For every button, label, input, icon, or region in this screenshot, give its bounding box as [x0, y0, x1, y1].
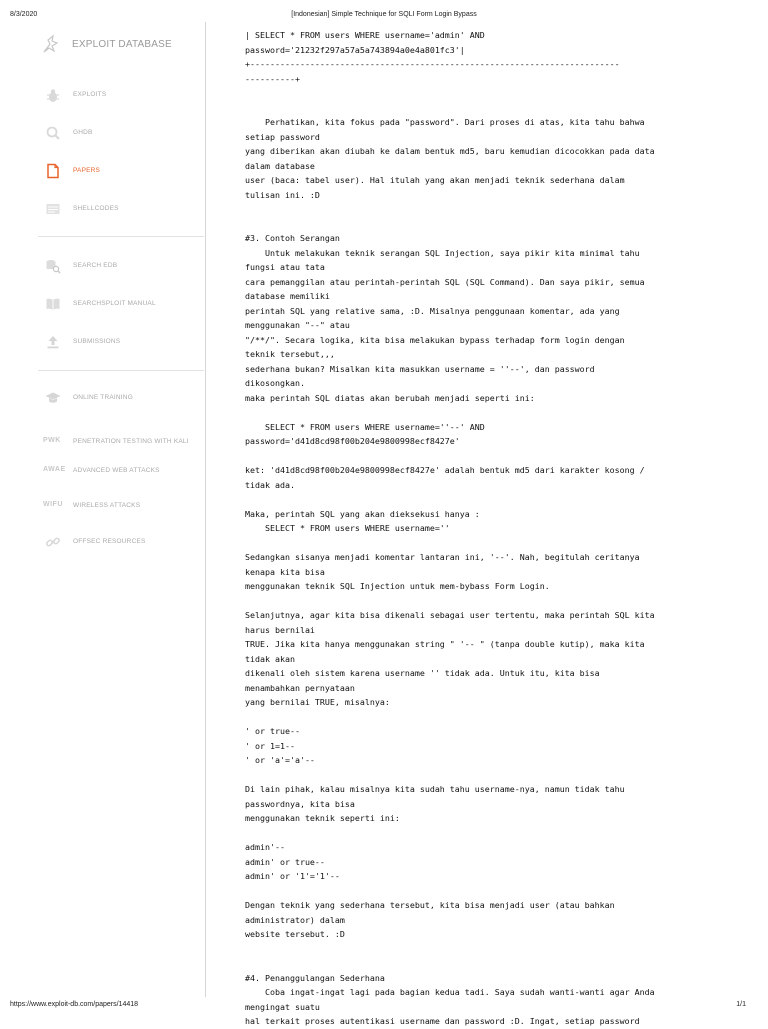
sidebar-item-label: EXPLOITS: [73, 91, 107, 98]
sidebar-item-label: PAPERS: [73, 167, 101, 174]
paper-content: [245, 28, 705, 1026]
pwk-badge: PWK: [43, 437, 61, 444]
awae-badge: AWAE: [43, 466, 66, 473]
print-date: 8/3/2020: [10, 11, 38, 18]
sidebar-item-pwk[interactable]: [30, 432, 205, 452]
content-separator: [205, 22, 206, 997]
sidebar-item-papers[interactable]: [30, 161, 205, 181]
sidebar-item-label: SEARCH EDB: [73, 262, 118, 269]
sidebar-item-wifu[interactable]: [30, 496, 205, 516]
sidebar-item-label: SEARCHSPLOIT MANUAL: [73, 300, 156, 307]
sidebar-item-label: ONLINE TRAINING: [73, 394, 133, 401]
link-icon: [45, 534, 61, 550]
print-footer: [0, 1001, 768, 1015]
database-search-icon: [45, 258, 61, 274]
sidebar-item-label: SUBMISSIONS: [73, 338, 121, 345]
sidebar-item-label: GHDB: [73, 129, 93, 136]
sidebar: [30, 22, 205, 997]
sidebar-item-exploits[interactable]: [30, 85, 205, 105]
sidebar-divider: [38, 236, 204, 237]
upload-icon: [45, 334, 61, 350]
brand-name: EXPLOIT DATABASE: [72, 39, 172, 50]
sidebar-item-label: OFFSEC RESOURCES: [73, 538, 146, 545]
sidebar-divider: [38, 370, 204, 371]
sidebar-item-searchsploit-manual[interactable]: [30, 294, 205, 314]
graduation-cap-icon: [45, 390, 61, 406]
paper-text: | SELECT * FROM users WHERE username='admin' AND password='21232f297a57a5a743894a0e4a801fc3'| +-------------------------------------------------------------------------- ----------+ Perhatikan, kita fokus pada "password". Dari proses di atas, kita tahu bahwa setiap password yang diberikan akan diubah ke dalam bentuk md5, baru kemudian dicocokkan pada data dalam database user (baca: tabel user). Hal itulah yang akan menjadi teknik sederhana dalam tulisan ini. :D #3. Contoh Serangan Untuk melakukan teknik serangan SQL Injection, saya pikir kita minimal tahu fungsi atau tata cara pemanggilan atau perintah-perintah SQL (SQL Command). Dan saya pikir, semua database memiliki perintah SQL yang relative sama, :D. Misalnya penggunaan komentar, ada yang menggunakan "--" atau "/**/". Secara logika, kita bisa melakukan bypass terhadap form login dengan teknik tersebut,,, sederhana bukan? Misalkan kita masukkan username = ''--', dan password dikosongkan. maka perintah SQL diatas akan berubah menjadi seperti ini: SELECT * FROM users WHERE username=''--' AND password='d41d8cd98f00b204e9800998ecf8427e' ket: 'd41d8cd98f00b204e9800998ecf8427e' adalah bentuk md5 dari karakter kosong / tidak ada. Maka, perintah SQL yang akan dieksekusi hanya : SELECT * FROM users WHERE username='' Sedangkan sisanya menjadi komentar lantaran ini, '--'. Nah, begitulah ceritanya kenapa kita bisa menggunakan teknik SQL Injection untuk mem-bybass Form Login. Selanjutnya, agar kita bisa dikenali sebagai user tertentu, maka perintah SQL kita harus bernilai TRUE. Jika kita hanya menggunakan string " '-- " (tanpa double kutip), maka kita tidak akan dikenali oleh sistem karena username '' tidak ada. Untuk itu, kita bisa menambahkan pernyataan yang bernilai TRUE, misalnya: ' or true-- ' or 1=1-- ' or 'a'='a'-- Di lain pihak, kalau misalnya kita sudah tahu username-nya, namun tidak tahu passwordnya, kita bisa menggunakan teknik seperti ini: admin'-- admin' or true-- admin' or '1'='1'-- Dengan teknik yang sederhana tersebut, kita bisa menjadi user (atau bahkan administrator) dalam website tersebut. :D #4. Penanggulangan Sederhana Coba ingat-ingat lagi pada bagian kedua tadi. Saya sudah wanti-wanti agar Anda mengingat suatu hal terkait proses autentikasi username dan password :D. Ingat, setiap password: [245, 30, 655, 1026]
sidebar-item-label: PENETRATION TESTING WITH KALI: [73, 438, 189, 445]
exploit-db-logo-icon: [40, 34, 62, 56]
print-title: [Indonesian] Simple Technique for SQLI Form Login Bypass: [291, 11, 477, 18]
print-url: https://www.exploit-db.com/papers/14418: [10, 1001, 139, 1008]
sidebar-item-label: SHELLCODES: [73, 205, 119, 212]
print-page-number: 1/1: [736, 1001, 746, 1008]
sidebar-item-shellcodes[interactable]: [30, 199, 205, 219]
sidebar-item-label: ADVANCED WEB ATTACKS: [73, 467, 160, 474]
sidebar-item-ghdb[interactable]: [30, 123, 205, 143]
sidebar-item-label: WIRELESS ATTACKS: [73, 502, 141, 509]
sidebar-item-offsec-resources[interactable]: [30, 532, 205, 552]
google-search-icon: [45, 125, 61, 141]
book-icon: [45, 296, 61, 312]
wifu-badge: WIFU: [43, 501, 63, 508]
bug-icon: [45, 87, 61, 103]
document-icon: [45, 163, 61, 179]
shellcode-icon: [45, 201, 61, 217]
sidebar-item-submissions[interactable]: [30, 332, 205, 352]
sidebar-item-online-training[interactable]: [30, 388, 205, 408]
brand[interactable]: [30, 34, 205, 56]
sidebar-item-awae[interactable]: [30, 461, 205, 481]
sidebar-item-search-edb[interactable]: [30, 256, 205, 276]
